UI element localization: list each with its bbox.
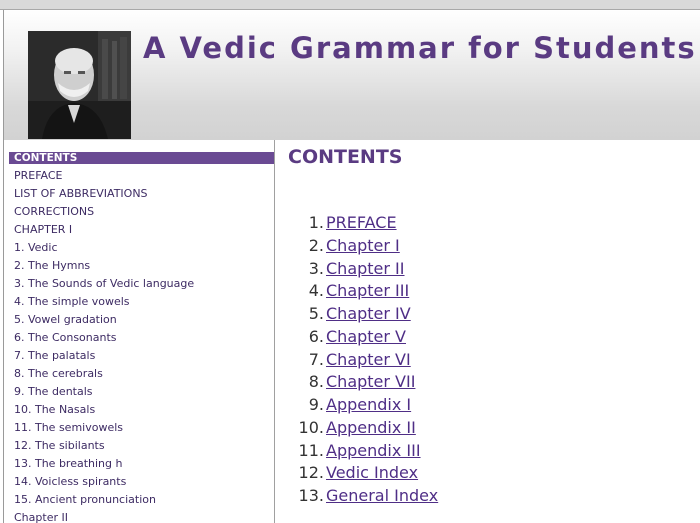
toc-number: 9. [308,395,324,414]
toc-number: 10. [298,417,324,437]
toc-link[interactable]: Chapter I [326,235,400,255]
sidebar-item[interactable]: Chapter II [14,511,68,523]
toc-link[interactable]: Appendix III [326,440,421,460]
toc-list [290,212,438,508]
toc-item [290,280,438,303]
toc-link[interactable]: Chapter II [326,258,405,278]
toc-number: 13. [298,486,324,505]
toc-item [290,440,438,463]
toc-link[interactable]: Vedic Index [326,463,419,483]
sidebar-item[interactable]: 13. The breathing h [14,457,123,470]
toc-item [290,371,438,394]
toc-item [290,485,438,508]
site-title: A Vedic Grammar for Students [143,31,697,65]
toc-number: 3. [308,258,324,278]
sidebar-item[interactable]: PREFACE [14,169,63,182]
toc-item [290,303,438,326]
toc-link[interactable]: Chapter III [326,281,410,301]
sidebar-item[interactable]: 14. Voicless spirants [14,475,127,488]
toc-link[interactable]: Chapter V [326,326,406,346]
toc-number: 12. [298,463,324,483]
sidebar-item[interactable]: 7. The palatals [14,349,96,362]
toc-number: 8. [308,372,324,392]
sidebar-list [9,152,274,523]
sidebar-item[interactable]: CHAPTER I [14,223,73,236]
toc-link[interactable]: Chapter IV [326,304,411,323]
sidebar-item[interactable]: 6. The Consonants [14,331,117,344]
toc-link[interactable]: Chapter VI [326,349,411,369]
toc-item [290,394,438,417]
sidebar-item[interactable]: 15. Ancient pronunciation [14,493,156,506]
toc-number: 7. [308,349,324,369]
toc-item [290,235,438,258]
toc-number: 5. [308,304,324,323]
toc-number: 6. [308,326,324,346]
sidebar-item[interactable]: 5. Vowel gradation [14,313,117,326]
toc-number: 11. [298,440,324,460]
site-header [3,10,700,140]
toc-link[interactable]: Appendix I [326,395,412,414]
toc-link[interactable]: Appendix II [326,417,416,437]
toc-item [290,417,438,440]
toc-number: 1. [308,213,324,232]
sidebar-item[interactable]: 11. The semivowels [14,421,124,434]
sidebar-item[interactable]: CORRECTIONS [14,205,95,218]
sidebar-item[interactable]: 8. The cerebrals [14,367,103,380]
sidebar-item[interactable]: 12. The sibilants [14,439,105,452]
toc-link[interactable]: General Index [326,486,439,505]
toc-item [290,258,438,281]
toc-item [290,349,438,372]
author-portrait [28,31,131,139]
toc-item [290,462,438,485]
sidebar-nav [3,140,275,523]
sidebar-item[interactable]: 4. The simple vowels [14,295,130,308]
toc-item [290,326,438,349]
sidebar-item[interactable]: 3. The Sounds of Vedic language [14,277,195,290]
toc-item [290,212,438,235]
toc-link[interactable]: PREFACE [326,213,397,232]
toc-number: 4. [308,281,324,301]
sidebar-item[interactable]: 10. The Nasals [14,403,96,416]
page-title: CONTENTS [288,146,403,168]
sidebar-item[interactable]: 2. The Hymns [14,259,91,272]
sidebar-item[interactable]: 1. Vedic [14,241,58,254]
sidebar-item[interactable]: CONTENTS [9,152,274,164]
portrait-image [28,31,131,139]
sidebar-item[interactable]: LIST OF ABBREVIATIONS [14,187,148,200]
toc-link[interactable]: Chapter VII [326,372,416,392]
sidebar-item[interactable]: 9. The dentals [14,385,93,398]
toc-number: 2. [308,235,324,255]
browser-top-strip [0,0,700,10]
